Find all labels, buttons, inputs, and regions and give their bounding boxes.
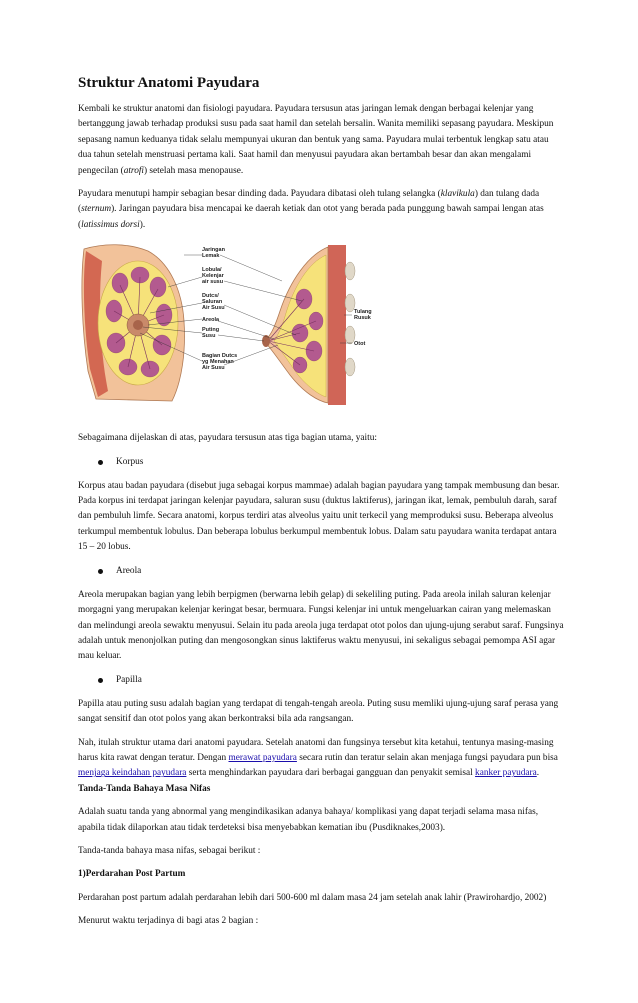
label-puting: Puting Susu — [202, 327, 220, 340]
page-title: Struktur Anatomi Payudara — [78, 75, 260, 91]
label-jaringan-lemak: Jaringan Lemak — [202, 247, 225, 260]
label-bagian-ducts: Bagian Dutcs yg Menahan Air Susu — [202, 353, 238, 372]
list-item: Areola — [78, 564, 564, 578]
list-item: Korpus — [78, 455, 564, 469]
boundary-paragraph: Payudara menutupi hampir sebagian besar dinding dada. Payudara dibatasi oleh tulang selangka (klavikula) dan tulang dada (sternum). Jaringan payudara bisa mencapai ke daerah ketiak dan otot yang berada pada punggung bawah sampai lengan atas (latissimus dorsi). — [78, 189, 544, 230]
perdarahan-paragraph: Perdarahan post partum adalah perdarahan lebih dari 500-600 ml dalam masa 24 jam setelah anak lahir (Prawirohardjo, 2002) — [78, 892, 547, 903]
areola-paragraph: Areola merupakan bagian yang lebih berpigmen (berwarna lebih gelap) di sekeliling puting. Pada areola inilah saluran kelenjar morgagni yang merupakan kelenjar keringat besar, bermuara. Fungsi kelenjar ini untuk mengeluarkan cairan yang melemaskan dan melindungi areola sewaktu menyusui. Selain itu pada areola juga terdapat otot polos dan ujung-ujung serabut saraf. Fungsinya adalah untuk menonjolkan puting dan mengosongkan sinus laktiferus waktu menyusui, ini sekaligus sebagai pemompa ASI agar mau keluar. — [78, 589, 564, 662]
section-heading-inline: Tanda-Tanda Bahaya Masa Nifas — [78, 783, 211, 794]
bullet-icon — [98, 569, 103, 574]
front-view-breast — [82, 245, 185, 401]
label-tulang-rusuk: Tulang Rusuk — [354, 309, 372, 322]
label-areola: Areola — [202, 317, 220, 324]
side-view-breast — [262, 245, 355, 405]
signs-intro-paragraph: Tanda-tanda bahaya masa nifas, sebagai berikut : — [78, 845, 261, 856]
label-ducts: Dutcs/ Saluran Air Susu — [202, 293, 225, 312]
korpus-paragraph: Korpus atau badan payudara (disebut juga sebagai korpus mammae) adalah bagian payudara yang tampak membusung dan besar. Pada korpus ini terdapat jaringan kelenjar payudara, saluran susu (duktus laktiferus), jaringan ikat, lemak, pembuluh darah, saraf dan pembuluh limfe. Secara anatomi, korpus terdiri atas alveolus yaitu unit terkecil yang memproduksi susu. Beberapa alveolus terkumpul membentuk lobulus. Dan beberapa lobulus berkumpul membentuk lobus. Dalam satu payudara wanita terdapat antara 15 – 20 lobus. — [78, 480, 560, 553]
document-content — [78, 74, 564, 938]
subheading-perdarahan: 1)Perdarahan Post Partum — [78, 869, 186, 880]
label-lobula: Lobula/ Kelenjar air susu — [202, 267, 224, 286]
breast-anatomy-figure — [78, 241, 564, 409]
closing-paragraph: Nah, itulah struktur utama dari anatomi payudara. Setelah anatomi dan fungsinya tersebut kita ketahui, tentunya masing-masing harus kita rawat dengan teratur. Dengan merawat payudara secara rutin dan teratur selain akan menjaga fungsi payudara pun bisa menjaga keindahan payudara serta menghindarkan payudara dari berbagai gangguan dan penyakit semisal kanker payudara. Tanda-Tanda Bahaya Masa Nifas — [78, 737, 558, 794]
bullet-icon — [98, 678, 103, 683]
list-item: Papilla — [78, 673, 564, 687]
link-kanker-payudara[interactable]: kanker payudara — [475, 768, 537, 779]
link-merawat-payudara[interactable]: merawat payudara — [228, 752, 297, 763]
label-otot: Otot — [354, 341, 366, 348]
list-intro-paragraph: Sebagaimana dijelaskan di atas, payudara tersusun atas tiga bagian utama, yaitu: — [78, 433, 377, 444]
menurut-paragraph: Menurut waktu terjadinya di bagi atas 2 bagian : — [78, 916, 259, 927]
papilla-paragraph: Papilla atau puting susu adalah bagian yang terdapat di tengah-tengah areola. Puting susu memliki ujung-ujung saraf perasa yang sangat sensitif dan otot polos yang akan berkontraksi bila ada rangsangan. — [78, 698, 559, 725]
bullet-icon — [98, 460, 103, 465]
intro-paragraph: Kembali ke struktur anatomi dan fisiologi payudara. Payudara tersusun atas jaringan lemak dengan berbagai kelenjar yang bertanggung jawab terhadap produksi susu pada saat hamil dan setelah bersalin. Wanita memiliki sepasang payudara. Meskipun sepasang namun keduanya tidak selalu mempunyai ukuran dan bentuk yang sama. Payudara mulai terbentuk lengkap satu atau dua tahun setelah menstruasi pertama kali. Saat hamil dan menyusui payudara akan bertambah besar dan akan mengalami pengecilan (atrofi) setelah masa menopause. — [78, 104, 554, 176]
link-menjaga-keindahan-payudara[interactable]: menjaga keindahan payudara — [78, 768, 187, 779]
definition-paragraph: Adalah suatu tanda yang abnormal yang mengindikasikan adanya bahaya/ komplikasi yang dapat terjadi selama masa nifas, apabila tidak dilaporkan atau tidak terdeteksi bisa menyebabkan kematian ibu (Pusdiknakes,2003). — [78, 807, 539, 833]
anatomy-illustration — [78, 241, 378, 409]
